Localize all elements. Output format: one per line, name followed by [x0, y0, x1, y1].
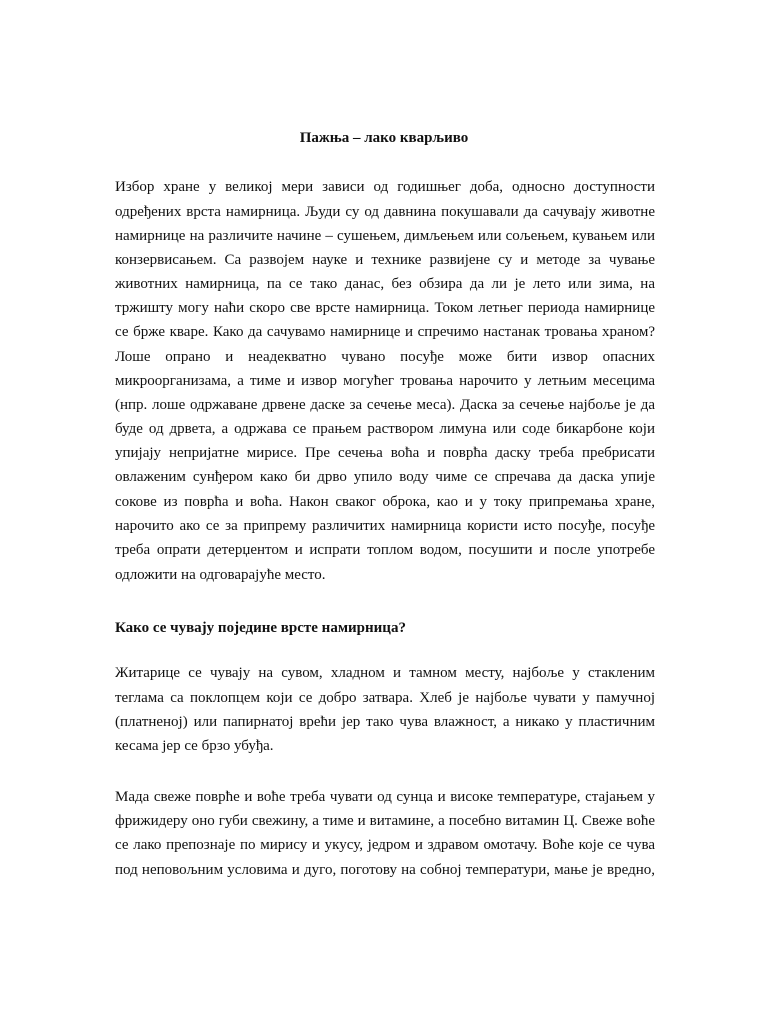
paragraph-1-line: намирнице на различите начине – сушењем, димљењем или сољењем, кувањем или: [115, 228, 655, 244]
paragraph-1-line: одложити на одговарајуће место.: [115, 567, 326, 583]
paragraph-3-line: под неповољним условима и дуго, поготову на собној температури, мање је вредно,: [115, 862, 655, 878]
paragraph-1-line: упијају непријатне мирисе. Пре сечења воћа и поврћа даску треба пребрисати: [115, 445, 655, 461]
paragraph-1-line: микроорганизама, а тиме и извор могућег тровања нарочито у летњим месецима: [115, 373, 655, 389]
paragraph-3-line: се лако препознаје по мирису и укусу, једром и здравом омотачу. Воће које се чува: [115, 837, 655, 853]
paragraph-1-line: Лоше опрано и неадекватно чувано посуђе може бити извор опасних: [115, 349, 655, 365]
paragraph-1-line: одређених врста намирница. Људи су од давнина покушавали да сачувају животне: [115, 204, 655, 220]
paragraph-3-line: фрижидеру оно губи свежину, а тиме и витамине, а посебно витамин Ц. Свеже воће: [115, 813, 655, 829]
paragraph-2-line: (платненој) или папирнатој врећи јер тако чува влажност, а никако у пластичним: [115, 714, 655, 730]
paragraph-1-line: нарочито ако се за припрему различитих намирница користи исто посуђе, посуђе: [115, 518, 655, 534]
paragraph-1-line: овлаженим сунђером како би дрво упило воду чиме се спречава да даска упије: [115, 469, 655, 485]
paragraph-1-line: конзервисањем. Са развојем науке и технике развијене су и методе за чување: [115, 252, 655, 268]
paragraph-1-line: животних намирница, па се тако данас, без обзира да ли је лето или зима, на: [115, 276, 655, 292]
paragraph-1-line: се брже кваре. Како да сачувамо намирнице и спречимо настанак тровања храном?: [115, 324, 655, 340]
paragraph-1-line: сокове из поврћа и воћа. Након сваког оброка, као и у току припремања хране,: [115, 494, 655, 510]
document-title: Пажња – лако кварљиво: [299, 130, 469, 146]
paragraph-2-line: тегламa са поклопцем који се добро затвара. Хлеб је најбоље чувати у памучној: [115, 690, 655, 706]
section-heading: Како се чувају поједине врсте намирница?: [115, 620, 406, 636]
paragraph-1-line: тржишту могу наћи скоро све врсте намирница. Током летњег периода намирнице: [115, 300, 655, 316]
paragraph-2-line: Житарице се чувају на сувом, хладном и тамном месту, најбоље у стакленим: [115, 665, 655, 681]
paragraph-1-line: (нпр. лоше одржаване дрвене даске за сечење меса). Даска за сечење најбоље је да: [115, 397, 655, 413]
paragraph-2-line: кесама јер се брзо убуђа.: [115, 738, 274, 754]
paragraph-1-line: треба опрати детерџентом и испрати топлом водом, посушити и после употребе: [115, 542, 655, 558]
paragraph-3-line: Мада свеже поврће и воће треба чувати од сунца и високе температуре, стајањем у: [115, 789, 655, 805]
paragraph-1-line: Избор хране у великој мери зависи од годишњег доба, односно доступности: [115, 179, 655, 195]
paragraph-1-line: буде од дрвета, а одржава се прањем раствором лимуна или соде бикарбоне који: [115, 421, 655, 437]
